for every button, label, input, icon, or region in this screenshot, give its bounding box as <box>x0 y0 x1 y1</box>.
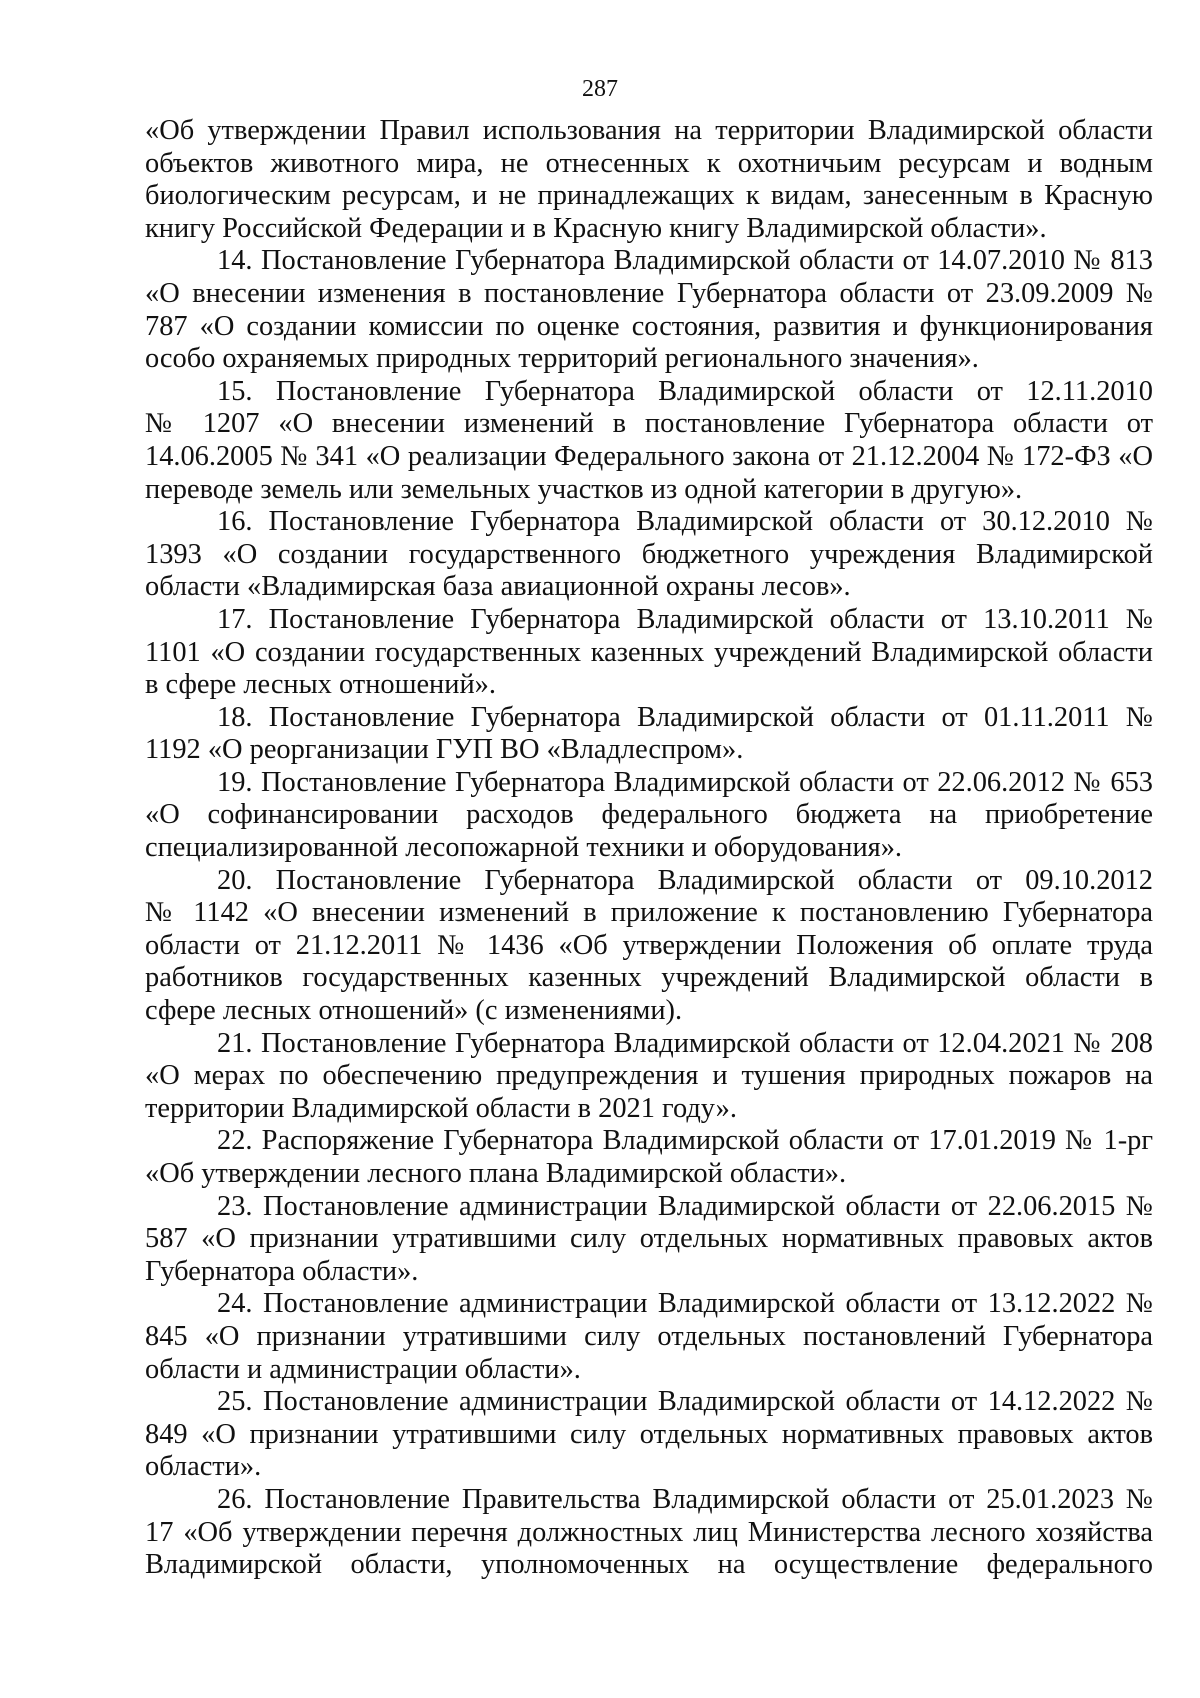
list-item-first-line: 14. Постановление Губернатора Владимирской области от 14.07.2010 № 813 <box>217 245 1153 277</box>
text-line: 587 «О признании утратившими силу отдельных нормативных правовых актов <box>145 1223 1153 1255</box>
text-line: Владимирской области, уполномоченных на осуществление федерального <box>145 1549 1153 1581</box>
text-line: сфере лесных отношений» (с изменениями). <box>145 995 683 1027</box>
list-item-first-line: 21. Постановление Губернатора Владимирской области от 12.04.2021 № 208 <box>217 1027 1153 1059</box>
text-line: книгу Российской Федерации и в Красную книгу Владимирской области». <box>145 212 1047 244</box>
text-line: объектов животного мира, не отнесенных к охотничьим ресурсам и водным <box>145 147 1153 179</box>
text-line: области «Владимирская база авиационной охраны лесов». <box>145 571 851 603</box>
page-number: 287 <box>582 76 618 102</box>
text-line: «О мерах по обеспечению предупреждения и тушения природных пожаров на <box>145 1060 1153 1092</box>
document-body <box>145 115 1153 1582</box>
list-item-first-line: 25. Постановление администрации Владимирской области от 14.12.2022 № <box>217 1386 1153 1418</box>
text-line: области от 21.12.2011 № 1436 «Об утверждении Положения об оплате труда <box>145 929 1153 961</box>
text-line: особо охраняемых природных территорий регионального значения». <box>145 343 979 375</box>
text-line: 845 «О признании утратившими силу отдельных постановлений Губернатора <box>145 1320 1153 1352</box>
text-line: «О внесении изменения в постановление Губернатора области от 23.09.2009 № <box>145 277 1153 309</box>
list-item-first-line: 20. Постановление Губернатора Владимирской области от 09.10.2012 <box>217 864 1153 896</box>
list-item-first-line: 17. Постановление Губернатора Владимирской области от 13.10.2011 № <box>217 603 1153 635</box>
list-item-first-line: 23. Постановление администрации Владимирской области от 22.06.2015 № <box>217 1190 1153 1222</box>
text-line: «Об утверждении Правил использования на территории Владимирской области <box>145 115 1153 146</box>
text-line: № 1207 «О внесении изменений в постановление Губернатора области от <box>145 408 1153 440</box>
text-line: 849 «О признании утратившими силу отдельных нормативных правовых актов <box>145 1418 1153 1450</box>
text-line: территории Владимирской области в 2021 году». <box>145 1092 737 1124</box>
text-line: 17 «Об утверждении перечня должностных лиц Министерства лесного хозяйства <box>145 1516 1153 1548</box>
text-line: 1101 «О создании государственных казенных учреждений Владимирской области <box>145 636 1153 668</box>
list-item-first-line: 18. Постановление Губернатора Владимирской области от 01.11.2011 № <box>217 701 1153 733</box>
list-item-first-line: 26. Постановление Правительства Владимирской области от 25.01.2023 № <box>217 1483 1153 1515</box>
text-line: 787 «О создании комиссии по оценке состояния, развития и функционирования <box>145 310 1153 342</box>
text-line: области и администрации области». <box>145 1353 581 1385</box>
text-line: в сфере лесных отношений». <box>145 669 496 701</box>
list-item-first-line: 24. Постановление администрации Владимирской области от 13.12.2022 № <box>217 1288 1153 1320</box>
text-line: работников государственных казенных учреждений Владимирской области в <box>145 962 1153 994</box>
text-line: переводе земель или земельных участков из одной категории в другую». <box>145 473 1023 505</box>
list-item-first-line: 19. Постановление Губернатора Владимирской области от 22.06.2012 № 653 <box>217 766 1153 798</box>
text-line: «Об утверждении лесного плана Владимирской области». <box>145 1158 847 1189</box>
text-line: 1393 «О создании государственного бюджетного учреждения Владимирской <box>145 538 1153 570</box>
list-item-first-line: 15. Постановление Губернатора Владимирской области от 12.11.2010 <box>217 375 1153 407</box>
text-line: Губернатора области». <box>145 1255 419 1287</box>
list-item-first-line: 22. Распоряжение Губернатора Владимирской области от 17.01.2019 № 1-рг <box>217 1125 1153 1157</box>
text-line: 14.06.2005 № 341 «О реализации Федерального закона от 21.12.2004 № 172-ФЗ «О <box>145 440 1153 472</box>
text-line: области». <box>145 1451 262 1483</box>
text-line: специализированной лесопожарной техники и оборудования». <box>145 832 903 864</box>
text-line: биологическим ресурсам, и не принадлежащих к видам, занесенным в Красную <box>145 180 1153 212</box>
text-line: 1192 «О реорганизации ГУП ВО «Владлеспром». <box>145 734 744 766</box>
text-line: «О софинансировании расходов федерального бюджета на приобретение <box>145 799 1153 831</box>
text-line: № 1142 «О внесении изменений в приложение к постановлению Губернатора <box>145 897 1153 929</box>
list-item-first-line: 16. Постановление Губернатора Владимирской области от 30.12.2010 № <box>217 506 1153 538</box>
